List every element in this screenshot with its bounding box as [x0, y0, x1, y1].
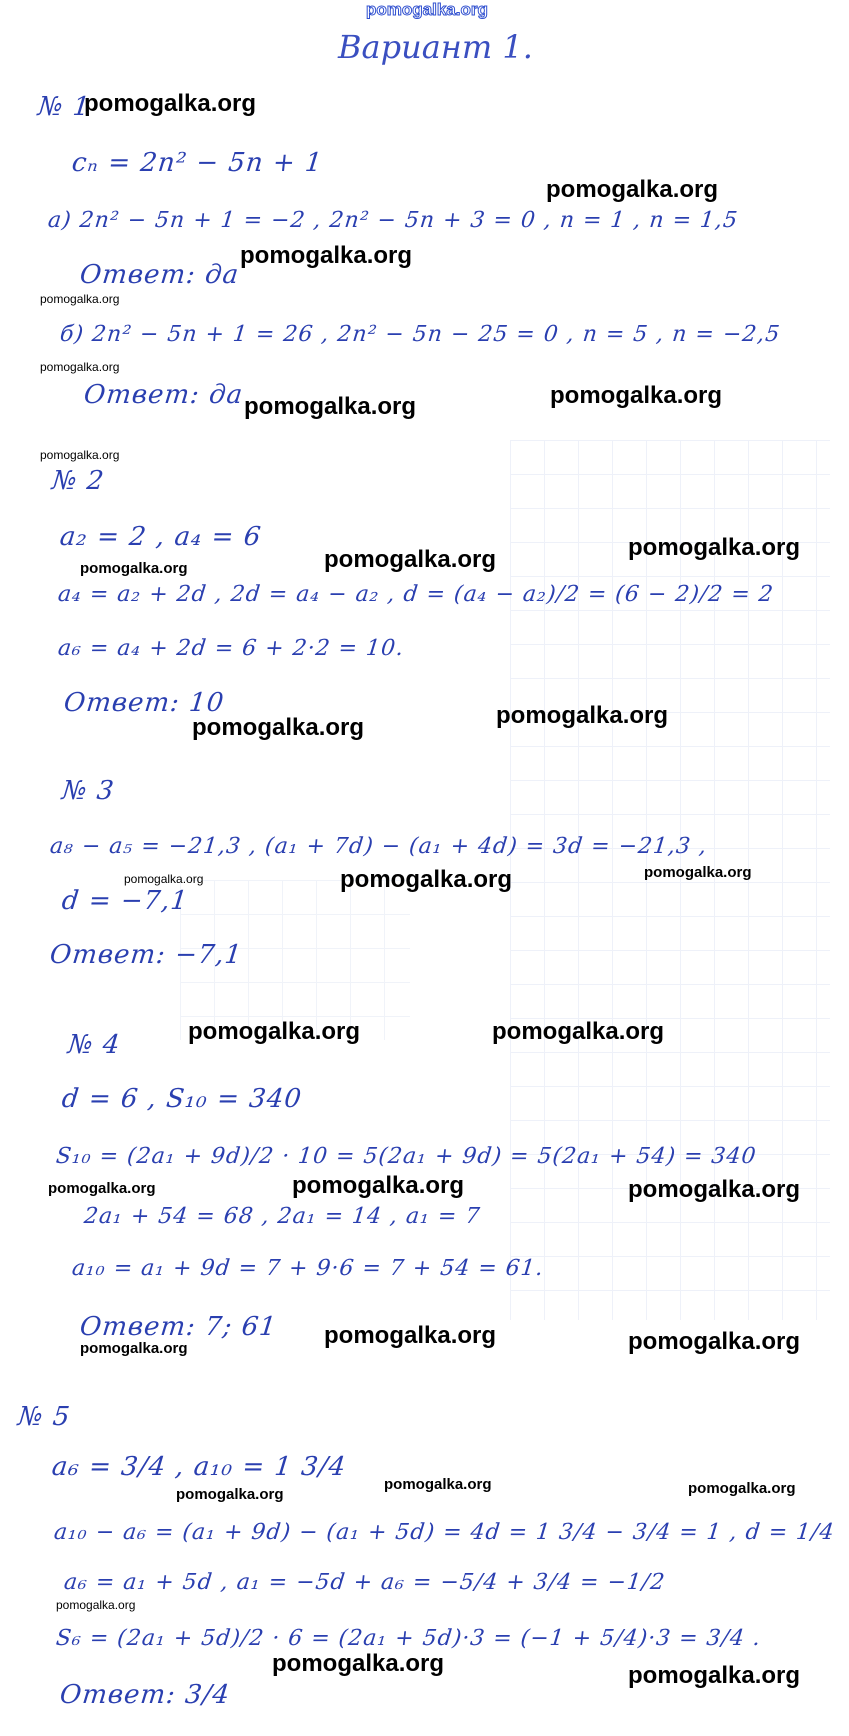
problem-5-number: № 5: [16, 1402, 72, 1432]
watermark: pomogalka.org: [56, 1598, 136, 1612]
problem-3-number: № 3: [60, 776, 116, 806]
watermark: pomogalka.org: [176, 1486, 284, 1503]
problem-5-line-3: S₆ = (2a₁ + 5d)/2 · 6 = (2a₁ + 5d)·3 = (−1 + 5/4)·3 = 3/4 .: [54, 1626, 763, 1651]
problem-1-part-a: а) 2n² − 5n + 1 = −2 , 2n² − 5n + 3 = 0 , n = 1 , n = 1,5: [46, 208, 740, 233]
problem-1-number: № 1: [36, 92, 92, 122]
watermark: pomogalka.org: [628, 1328, 801, 1355]
watermark-top: pomogalka.org: [366, 0, 488, 19]
problem-5-line-1: a₁₀ − a₆ = (a₁ + 9d) − (a₁ + 5d) = 4d = 1 3/4 − 3/4 = 1 , d = 1/4: [52, 1520, 836, 1545]
problem-1-part-b: б) 2n² − 5n + 1 = 26 , 2n² − 5n − 25 = 0 , n = 5 , n = −2,5: [58, 322, 782, 347]
problem-1-formula: cₙ = 2n² − 5n + 1: [70, 148, 325, 178]
watermark: pomogalka.org: [292, 1172, 465, 1199]
watermark: pomogalka.org: [192, 714, 365, 741]
watermark: pomogalka.org: [80, 1340, 188, 1357]
watermark: pomogalka.org: [40, 360, 120, 374]
watermark: pomogalka.org: [688, 1480, 796, 1497]
problem-1-answer-a: Ответ: да: [78, 260, 241, 290]
watermark: pomogalka.org: [496, 702, 669, 729]
watermark: pomogalka.org: [48, 1180, 156, 1197]
watermark: pomogalka.org: [244, 393, 417, 420]
watermark: pomogalka.org: [40, 292, 120, 306]
problem-3-line-2: d = −7,1: [60, 886, 190, 916]
problem-2-answer: Ответ: 10: [62, 688, 226, 718]
variant-title: Вариант 1.: [338, 28, 533, 66]
problem-3-line-1: a₈ − a₅ = −21,3 , (a₁ + 7d) − (a₁ + 4d) = 3d = −21,3 ,: [48, 834, 709, 859]
watermark: pomogalka.org: [384, 1476, 492, 1493]
watermark: pomogalka.org: [550, 382, 723, 409]
problem-4-line-1: S₁₀ = (2a₁ + 9d)/2 · 10 = 5(2a₁ + 9d) = 5(2a₁ + 54) = 340: [54, 1144, 758, 1169]
watermark: pomogalka.org: [628, 534, 801, 561]
problem-3-answer: Ответ: −7,1: [48, 940, 244, 970]
watermark: pomogalka.org: [628, 1176, 801, 1203]
watermark: pomogalka.org: [124, 872, 204, 886]
watermark: pomogalka.org: [272, 1650, 445, 1677]
watermark: pomogalka.org: [628, 1662, 801, 1689]
problem-5-line-2: a₆ = a₁ + 5d , a₁ = −5d + a₆ = −5/4 + 3/4 = −1/2: [62, 1570, 667, 1595]
watermark: pomogalka.org: [644, 864, 752, 881]
watermark: pomogalka.org: [546, 176, 719, 203]
problem-4-line-2: 2a₁ + 54 = 68 , 2a₁ = 14 , a₁ = 7: [82, 1204, 482, 1229]
problem-5-answer: Ответ: 3/4: [58, 1680, 232, 1710]
problem-4-given: d = 6 , S₁₀ = 340: [60, 1084, 304, 1114]
problem-4-number: № 4: [66, 1030, 122, 1060]
problem-4-answer: Ответ: 7; 61: [78, 1312, 279, 1342]
problem-1-answer-b: Ответ: да: [82, 380, 245, 410]
problem-5-given: a₆ = 3/4 , a₁₀ = 1 3/4: [50, 1452, 348, 1482]
watermark: pomogalka.org: [240, 242, 413, 269]
watermark: pomogalka.org: [492, 1018, 665, 1045]
watermark: pomogalka.org: [188, 1018, 361, 1045]
watermark: pomogalka.org: [340, 866, 513, 893]
watermark: pomogalka.org: [40, 448, 120, 462]
watermark: pomogalka.org: [324, 546, 497, 573]
watermark: pomogalka.org: [324, 1322, 497, 1349]
watermark: pomogalka.org: [80, 560, 188, 577]
problem-2-line-1: a₄ = a₂ + 2d , 2d = a₄ − a₂ , d = (a₄ − a₂)/2 = (6 − 2)/2 = 2: [56, 582, 776, 607]
problem-2-given: a₂ = 2 , a₄ = 6: [58, 522, 263, 552]
watermark: pomogalka.org: [84, 90, 257, 117]
problem-4-line-3: a₁₀ = a₁ + 9d = 7 + 9·6 = 7 + 54 = 61.: [70, 1256, 546, 1281]
problem-2-number: № 2: [50, 466, 106, 496]
problem-2-line-2: a₆ = a₄ + 2d = 6 + 2·2 = 10.: [56, 636, 406, 661]
